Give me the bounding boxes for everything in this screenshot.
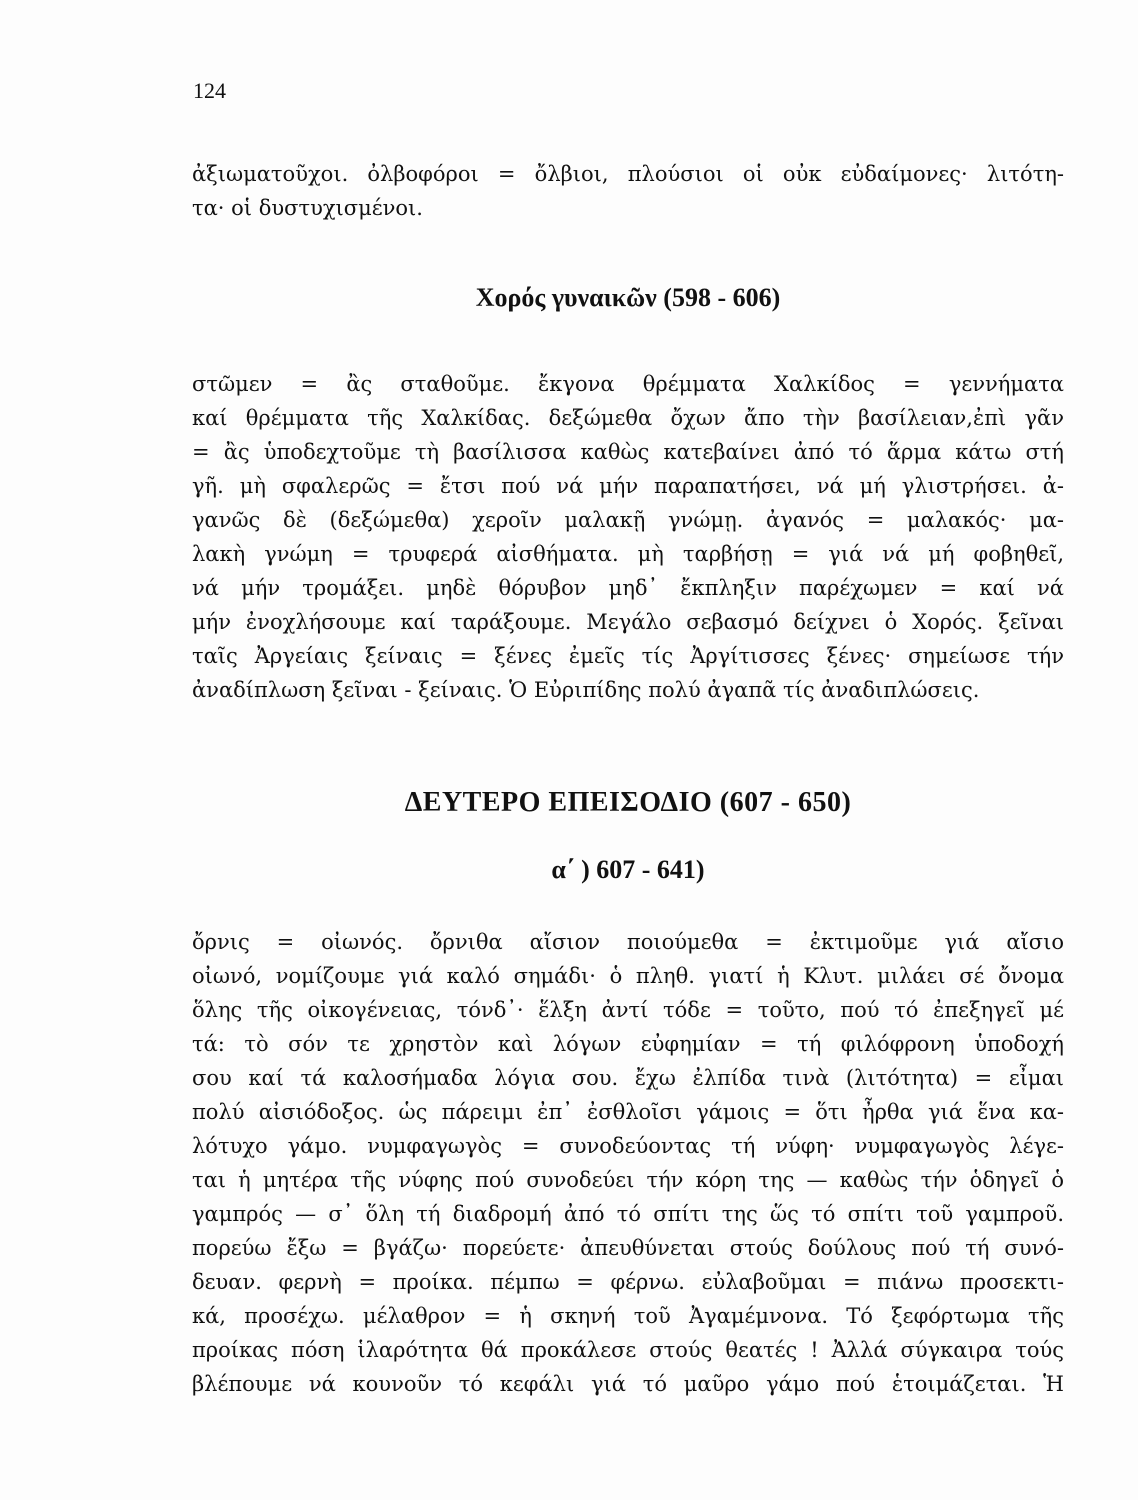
intro-paragraph bbox=[192, 157, 1064, 225]
text-line: ὄρνις = οἰωνός. ὄρνιθα αἴσιον ποιούμεθα = ἐκτιμοῦμε γιά αἴσιο bbox=[192, 930, 1064, 954]
page-number: 124 bbox=[193, 78, 226, 103]
text-line: σου καί τά καλοσήμαδα λόγια σου. ἔχω ἐλπίδα τινὰ (λιτότητα) = εἶμαι bbox=[192, 1066, 1064, 1090]
text-line: γανῶς δὲ (δεξώμεθα) χεροῖν μαλακῇ γνώμῃ. ἀγανός = μαλακός· μα- bbox=[192, 508, 1064, 532]
text-line: νά μήν τρομάξει. μηδὲ θόρυβον μηδ᾿ ἔκπληξιν παρέχωμεν = καί νά bbox=[192, 576, 1064, 600]
text-line: λακὴ γνώμη = τρυφερά αἰσθήματα. μὴ ταρβήσῃ = γιά νά μή φοβηθεῖ, bbox=[192, 542, 1064, 566]
episode-commentary bbox=[192, 925, 1064, 1401]
text-line: ἀξιωματοῦχοι. ὀλβοφόροι = ὄλβιοι, πλούσιοι οἱ οὐκ εὐδαίμονες· λιτότη- bbox=[192, 162, 1064, 186]
text-line: λότυχο γάμο. νυμφαγωγὸς = συνοδεύοντας τή νύφη· νυμφαγωγὸς λέγε- bbox=[192, 1134, 1064, 1158]
chorus-heading: Χορός γυναικῶν (598 - 606) bbox=[475, 283, 781, 312]
text-line: δευαν. φερνὴ = προίκα. πέμπω = φέρνω. εὐλαβοῦμαι = πιάνω προσεκτι- bbox=[192, 1270, 1064, 1294]
text-line: τα· οἱ δυστυχισμένοι. bbox=[192, 196, 423, 220]
text-line: οἰωνό, νομίζουμε γιά καλό σημάδι· ὁ πληθ. γιατί ἡ Κλυτ. μιλάει σέ ὄνομα bbox=[192, 964, 1064, 988]
chorus-commentary bbox=[192, 367, 1064, 707]
text-line: πορεύω ἔξω = βγάζω· πορεύετε· ἀπευθύνεται στούς δούλους πού τή συνό- bbox=[192, 1236, 1064, 1260]
text-line: μήν ἐνοχλήσουμε καί ταράξουμε. Μεγάλο σεβασμό δείχνει ὁ Χορός. ξεῖναι bbox=[192, 610, 1064, 634]
text-line: βλέπουμε νά κουνοῦν τό κεφάλι γιά τό μαῦρο γάμο πού ἑτοιμάζεται. Ἡ bbox=[192, 1372, 1064, 1396]
text-line: προίκας πόση ἱλαρότητα θά προκάλεσε στούς θεατές ! Ἀλλά σύγκαιρα τούς bbox=[192, 1338, 1064, 1362]
text-line: καί θρέμματα τῆς Χαλκίδας. δεξώμεθα ὄχων ἄπο τὴν βασίλειαν,ἐπὶ γᾶν bbox=[192, 406, 1064, 430]
text-line: ται ἡ μητέρα τῆς νύφης πού συνοδεύει τήν κόρη της — καθὼς τήν ὁδηγεῖ ὁ bbox=[192, 1168, 1064, 1192]
text-line: ἀναδίπλωση ξεῖναι - ξείναις. Ὁ Εὐριπίδης πολύ ἀγαπᾶ τίς ἀναδιπλώσεις. bbox=[192, 678, 980, 702]
text-line: πολύ αἰσιόδοξος. ὡς πάρειμι ἐπ᾿ ἐσθλοῖσι γάμοις = ὅτι ἦρθα γιά ἕνα κα- bbox=[192, 1100, 1064, 1124]
text-line: κά, προσέχω. μέλαθρον = ἡ σκηνή τοῦ Ἀγαμέμνονα. Τό ξεφόρτωμα τῆς bbox=[192, 1304, 1064, 1328]
episode-heading: ΔΕΥΤΕΡΟ ΕΠΕΙΣΟΔΙΟ (607 - 650) bbox=[404, 787, 852, 818]
text-line: τά: τὸ σόν τε χρηστὸν καὶ λόγων εὐφημίαν = τή φιλόφρονη ὑποδοχή bbox=[192, 1032, 1064, 1056]
text-line: στῶμεν = ἂς σταθοῦμε. ἔκγονα θρέμματα Χαλκίδος = γεννήματα bbox=[192, 372, 1064, 396]
text-line: γαμπρός — σ᾿ ὅλη τή διαδρομή ἀπό τό σπίτι της ὥς τό σπίτι τοῦ γαμπροῦ. bbox=[192, 1202, 1064, 1226]
text-line: ὅλης τῆς οἰκογένειας, τόνδ᾿· ἕλξη ἀντί τόδε = τοῦτο, πού τό ἐπεξηγεῖ μέ bbox=[192, 998, 1064, 1022]
text-line: = ἂς ὑποδεχτοῦμε τὴ βασίλισσα καθὼς κατεβαίνει ἀπό τό ἅρμα κάτω στή bbox=[192, 440, 1064, 464]
episode-subheading: α΄ ) 607 - 641) bbox=[551, 855, 705, 884]
text-line: γῆ. μὴ σφαλερῶς = ἔτσι πού νά μήν παραπατήσει, νά μή γλιστρήσει. ἀ- bbox=[192, 474, 1064, 498]
text-line: ταῖς Ἀργείαις ξείναις = ξένες ἐμεῖς τίς Ἀργίτισσες ξένες· σημείωσε τήν bbox=[192, 644, 1064, 668]
